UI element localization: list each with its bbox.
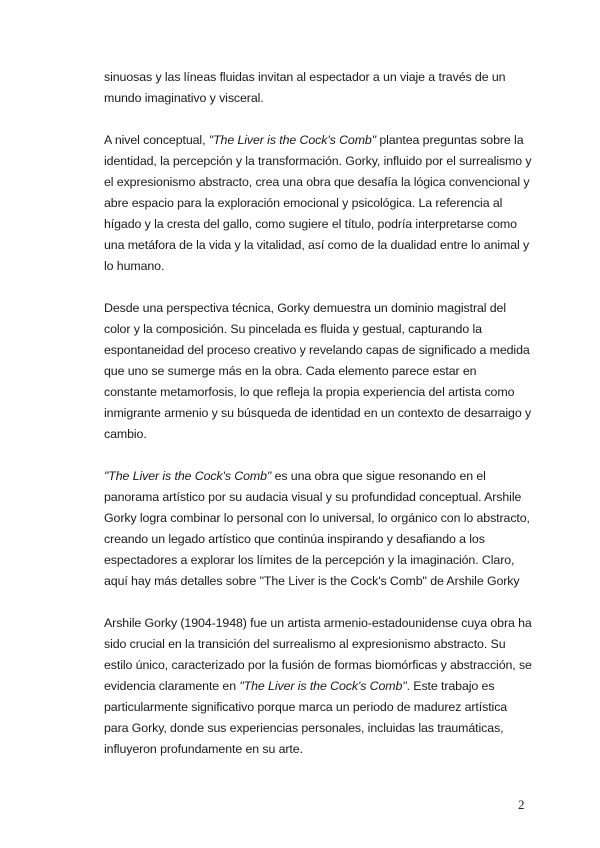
artwork-title: "The Liver is the Cock's Comb" [104,469,272,483]
page-number: 2 [518,797,525,812]
paragraph-text: Arshile Gorky (1904-1948) fue un artista armenio-estadounidense cuya obra ha sido crucial en la transición del surrealismo al expresionismo abstracto. Su estilo único, caracterizado por la fusión de formas biomórficas y abstracción, se evidencia claramente en [104,616,532,693]
paragraph [104,298,532,445]
artwork-title: "The Liver is the Cock's Comb" [239,679,407,693]
paragraph [104,130,532,277]
paragraph-text: plantea preguntas sobre la identidad, la percepción y la transformación. Gorky, influido por el surrealismo y el expresionismo abstracto, crea una obra que desafía la lógica convencional y abre espacio para la exploración emocional y psicológica. La referencia al hígado y la cresta del gallo, como sugiere el título, podría interpretarse como una metáfora de la vida y la vitalidad, así como de la dualidad entre lo animal y lo humano. [104,133,532,273]
paragraph [104,466,532,592]
artwork-title: "The Liver is the Cock's Comb" [208,133,377,147]
paragraph-text: . Este trabajo es particularmente significativo porque marca un periodo de madurez artística para Gorky, donde sus experiencias personales, incluidas las traumáticas, influyeron profundamente en su arte. [104,679,508,756]
paragraph-text: A nivel conceptual, [104,133,209,147]
paragraph [104,613,532,760]
paragraph [104,67,532,109]
paragraph-text: es una obra que sigue resonando en el panorama artístico por su audacia visual y su profundidad conceptual. Arshile Gorky logra combinar lo personal con lo universal, lo orgánico con lo abstracto, creando un legado artístico que continúa inspirando y desafiando a los espectadores a explorar los límites de la percepción y la imaginación. Claro, aquí hay más detalles sobre "The Liver is the Cock's Comb" de Arshile Gorky [104,469,530,588]
paragraph-text: Desde una perspectiva técnica, Gorky demuestra un dominio magistral del color y la composición. Su pincelada es fluida y gestual, capturando la espontaneidad del proceso creativo y revelando capas de significado a medida que uno se sumerge más en la obra. Cada elemento parece estar en constante metamorfosis, lo que refleja la propia experiencia del artista como inmigrante armenio y su búsqueda de identidad en un contexto de desarraigo y cambio. [104,301,532,441]
paragraph-text: sinuosas y las líneas fluidas invitan al espectador a un viaje a través de un mundo imaginativo y visceral. [104,70,506,105]
document-body [104,67,532,781]
